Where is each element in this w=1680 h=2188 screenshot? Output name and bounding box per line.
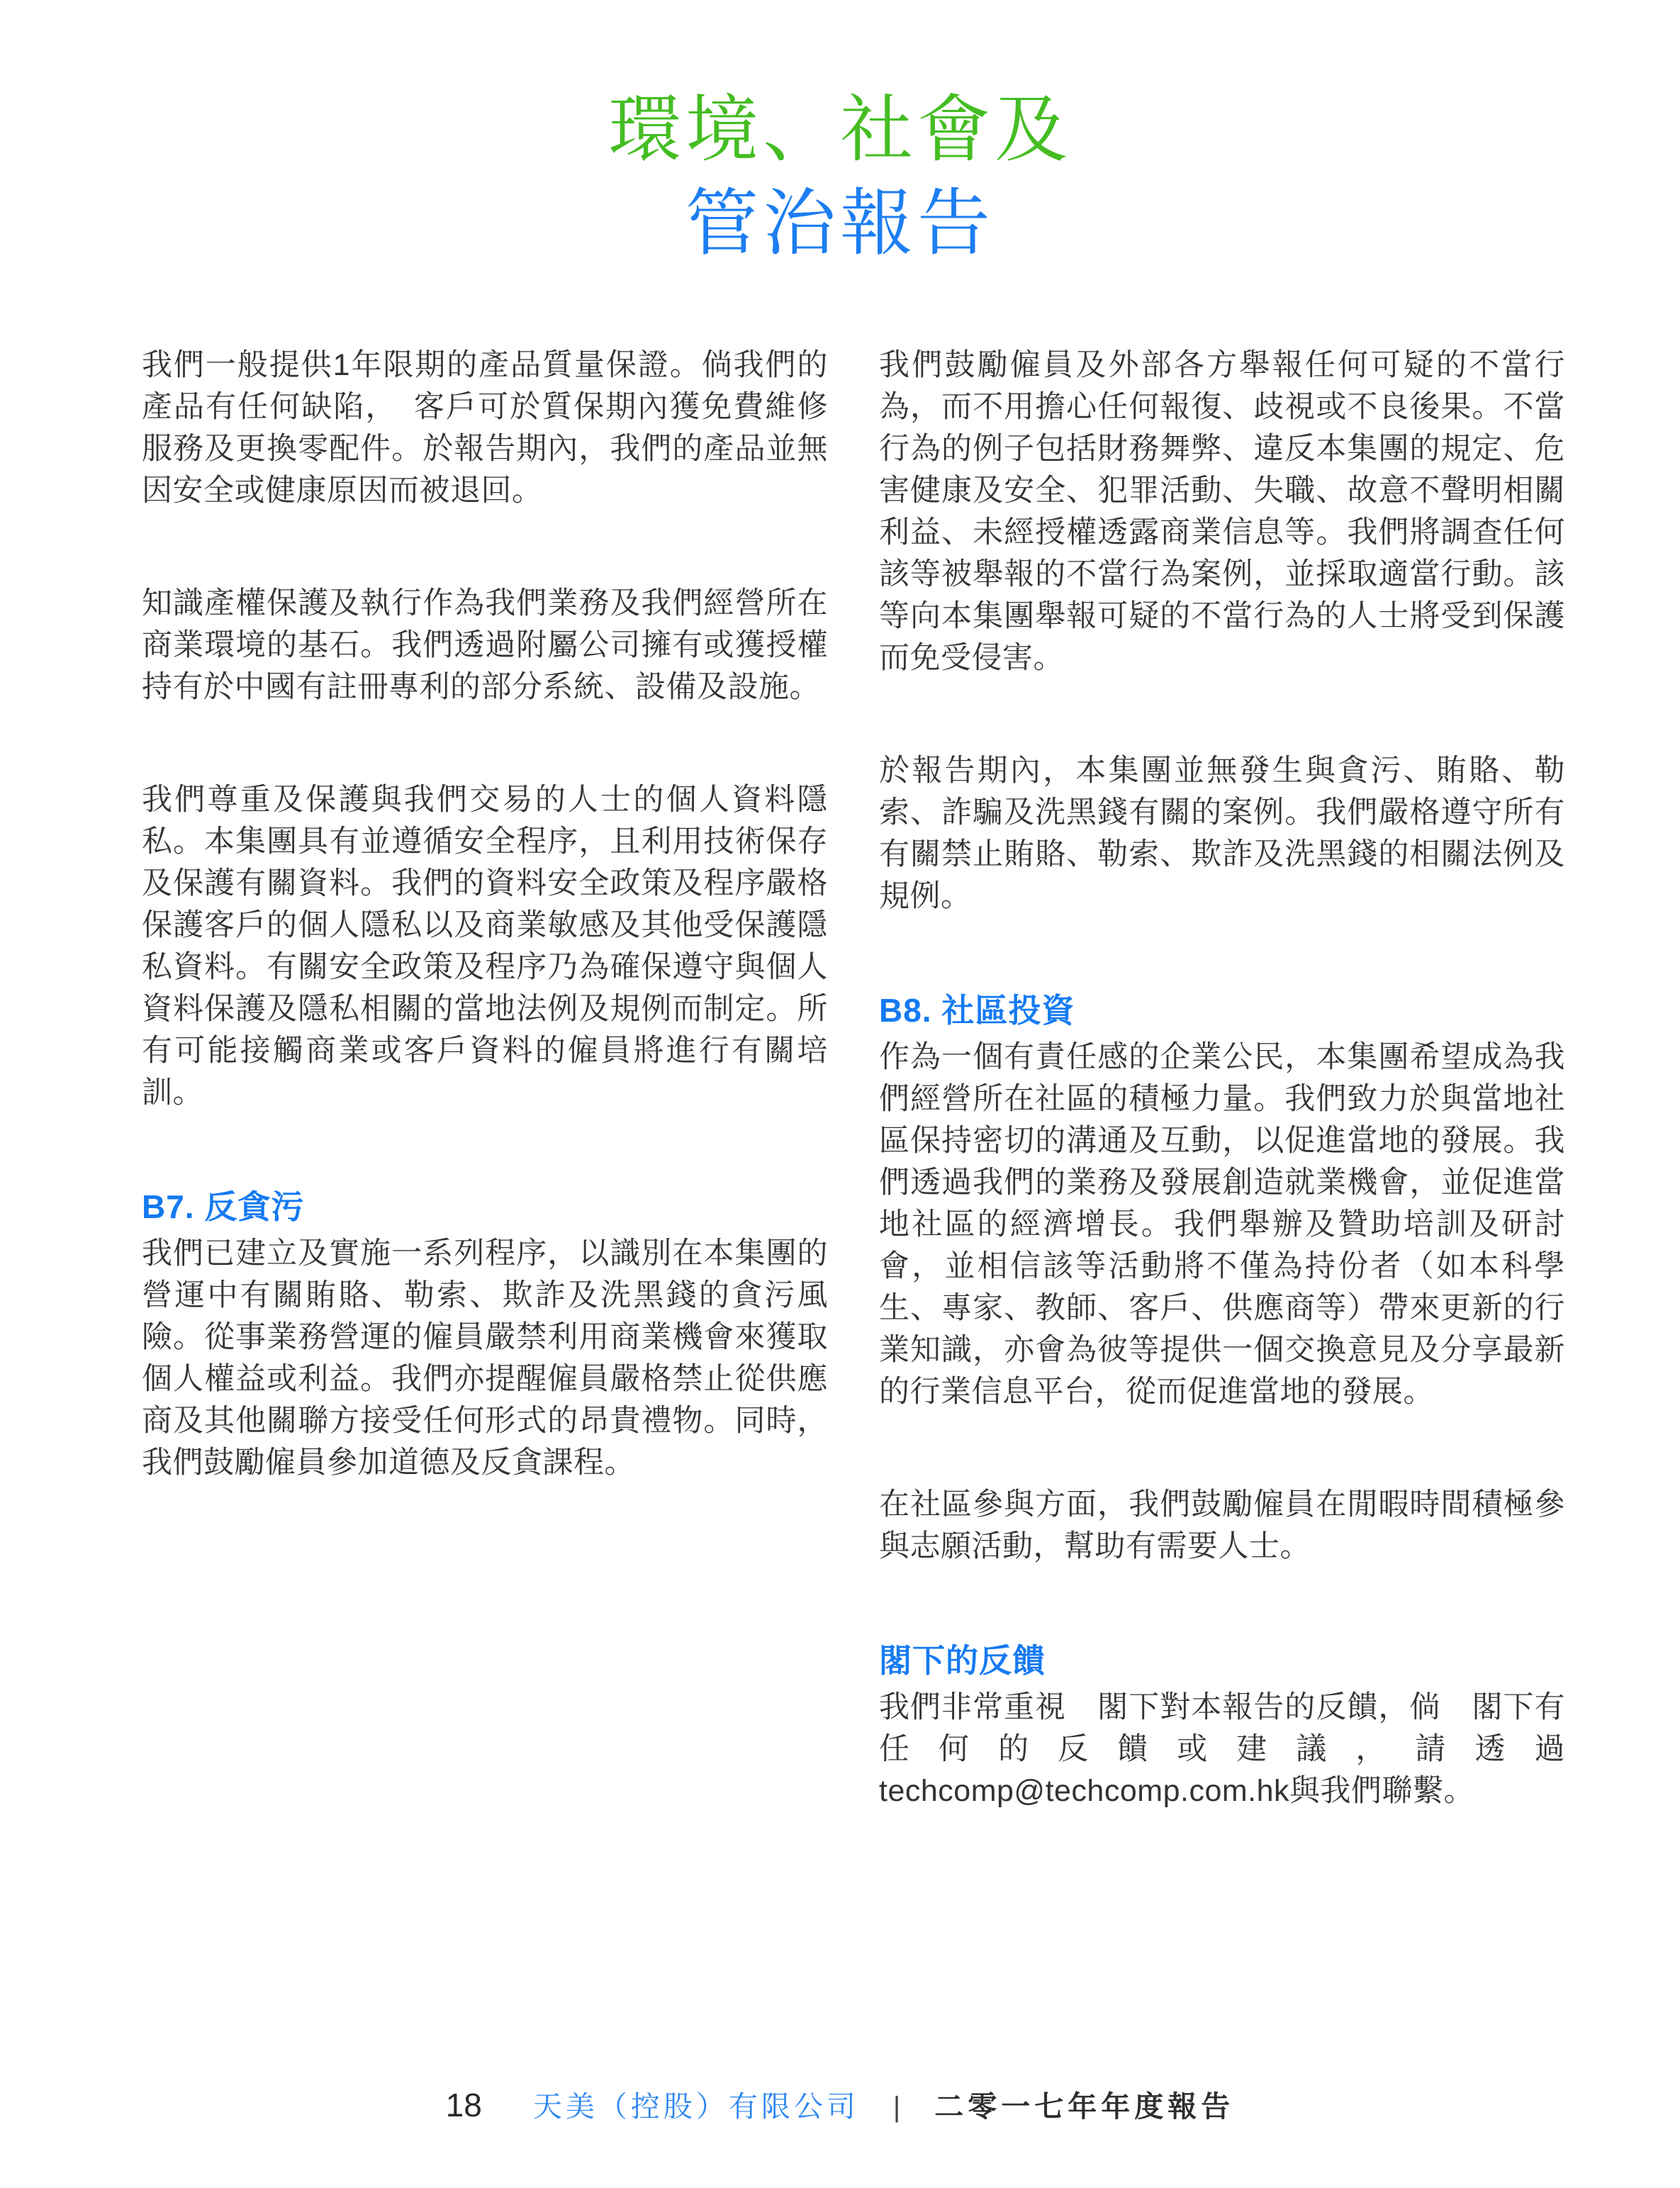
section-heading-your-feedback: 閣下的反饋: [879, 1642, 1046, 1679]
paragraph-volunteering: 在社區參與方面，我們鼓勵僱員在閒暇時間積極參與志願活動，幫助有需要人士。: [879, 1487, 1565, 1563]
paragraph-corruption-compliance: 於報告期內，本集團並無發生與貪污、賄賂、勒索、詐騙及洗黑錢有關的案例。我們嚴格遵守所有有關禁止賄賂、勒索、欺詐及洗黑錢的相關法例及規例。: [879, 754, 1565, 913]
footer-separator: |: [892, 2092, 901, 2123]
paragraph-intellectual-property: 知識產權保護及執行作為我們業務及我們經營所在商業環境的基石。我們透過附屬公司擁有或獲授權持有於中國有註冊專利的部分系統、設備及設施。: [142, 586, 828, 704]
report-name: 二零一七年年度報告: [934, 2090, 1235, 2123]
page-title-line1: 環境、社會及: [608, 90, 1072, 171]
page-footer: [0, 2083, 1680, 2125]
paragraph-feedback-contact: 我們非常重視 閣下對本報告的反饋，倘 閣下有任何的反饋或建議，請透過techcomp@techcomp.com.hk與我們聯繫。: [879, 1690, 1565, 1808]
section-heading-b8-community-investment: B8. 社區投資: [879, 992, 1075, 1029]
paragraph-data-privacy: 我們尊重及保護與我們交易的人士的個人資料隱私。本集團具有並遵循安全程序，且利用技術保存及保護有關資料。我們的資料安全政策及程序嚴格保護客戶的個人隱私以及商業敏感及其他受保護隱私資料。有關安全政策及程序乃為確保遵守與個人資料保護及隱私相關的當地法例及規例而制定。所有可能接觸商業或客戶資料的僱員將進行有關培訓。: [142, 783, 828, 1110]
right-column: [879, 345, 1565, 1812]
content-columns: [142, 345, 1565, 1812]
paragraph-product-warranty: 我們一般提供1年限期的產品質量保證。倘我們的產品有任何缺陷， 客戶可於質保期內獲免費維修服務及更換零配件。於報告期內，我們的產品並無因安全或健康原因而被退回。: [142, 348, 828, 508]
section-heading-b7-anticorruption: B7. 反貪污: [142, 1188, 305, 1225]
left-column: [142, 345, 828, 1812]
paragraph-community-investment: 作為一個有責任感的企業公民，本集團希望成為我們經營所在社區的積極力量。我們致力於與當地社區保持密切的溝通及互動，以促進當地的發展。我們透過我們的業務及發展創造就業機會，並促進當地社區的經濟增長。我們舉辦及贊助培訓及研討會，並相信該等活動將不僅為持份者（如本科學生、專家、教師、客戶、供應商等）帶來更新的行業知識，亦會為彼等提供一個交換意見及分享最新的行業信息平台，從而促進當地的發展。: [879, 1040, 1565, 1409]
page-title: [0, 84, 1680, 271]
page-title-line2: 管治報告: [685, 184, 995, 264]
page-number: 18: [445, 2087, 482, 2123]
company-name: 天美（控股）有限公司: [532, 2090, 859, 2123]
paragraph-whistleblowing: 我們鼓勵僱員及外部各方舉報任何可疑的不當行為，而不用擔心任何報復、歧視或不良後果。不當行為的例子包括財務舞弊、違反本集團的規定、危害健康及安全、犯罪活動、失職、故意不聲明相關利益、未經授權透露商業信息等。我們將調查任何該等被舉報的不當行為案例，並採取適當行動。該等向本集團舉報可疑的不當行為的人士將受到保護而免受侵害。: [879, 348, 1565, 675]
paragraph-anticorruption: 我們已建立及實施一系列程序，以識別在本集團的營運中有關賄賂、勒索、欺詐及洗黑錢的貪污風險。從事業務營運的僱員嚴禁利用商業機會來獲取個人權益或利益。我們亦提醒僱員嚴格禁止從供應商及其他關聯方接受任何形式的昂貴禮物。同時，我們鼓勵僱員參加道德及反貪課程。: [142, 1237, 828, 1480]
